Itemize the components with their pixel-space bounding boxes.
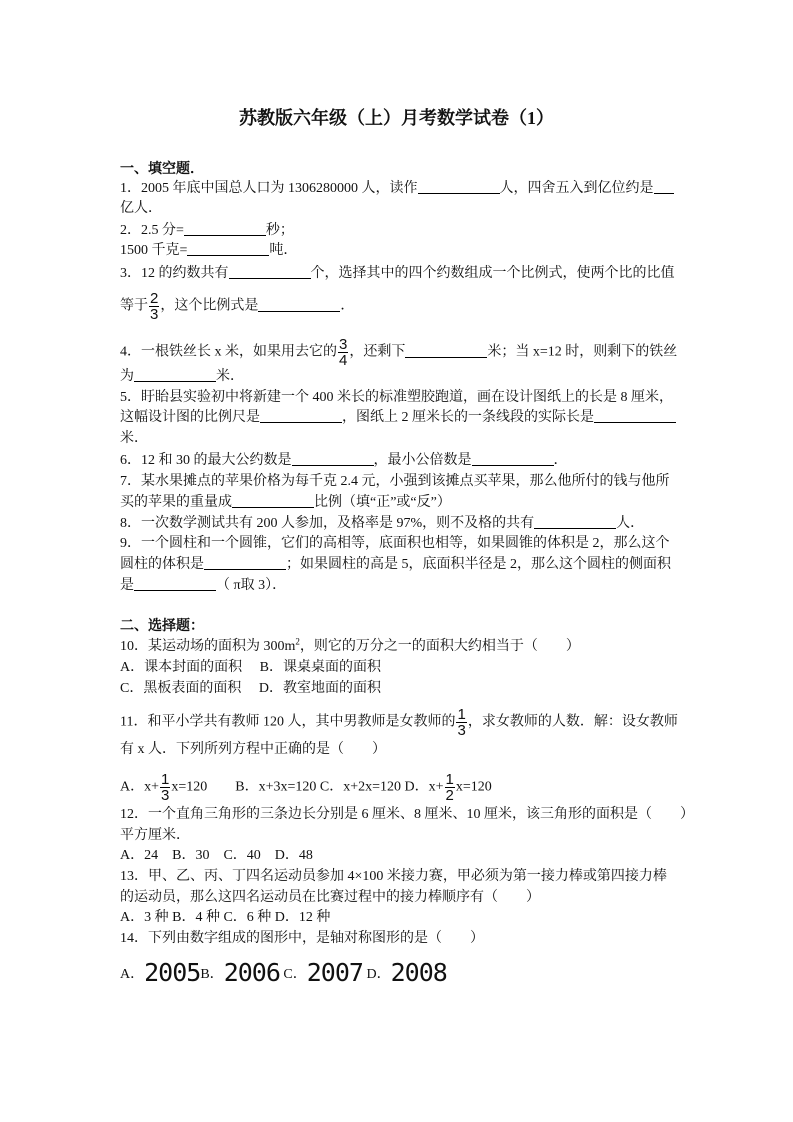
question-line — [120, 706, 678, 739]
digit-figure: 2006 — [223, 958, 280, 987]
fraction — [160, 772, 170, 803]
fraction-numerator: 1 — [161, 771, 170, 788]
question-line — [120, 679, 381, 699]
text-segment: （ π取 3）． — [216, 578, 287, 593]
fraction — [149, 291, 159, 322]
answer-blank[interactable] — [472, 451, 554, 466]
question-line — [120, 555, 671, 575]
text-segment: 14．下列由数字组成的图形中，是轴对称图形的是（ ） — [120, 931, 484, 946]
question-line — [120, 929, 484, 949]
section-heading — [120, 617, 204, 637]
text-segment: D． — [362, 967, 391, 982]
text-segment: 个，选择其中的四个约数组成一个比例式，使两个比的比值 — [310, 266, 675, 281]
question-line — [120, 846, 313, 866]
text-segment: 人，四舍五入到亿位约是 — [499, 181, 654, 196]
question-line — [120, 429, 148, 449]
question-line — [120, 514, 644, 534]
text-segment: 米． — [216, 369, 244, 384]
superscript: 2 — [295, 636, 300, 647]
text-segment: 人． — [616, 516, 645, 531]
fraction-denominator: 3 — [457, 722, 466, 739]
text-segment: 为 — [120, 369, 134, 384]
text-segment: 6．12 和 30 的最大公约数是 — [120, 453, 292, 468]
text-segment: 4．一根铁丝长 x 米，如果用去它的 — [120, 344, 337, 360]
question-line — [120, 408, 676, 428]
fraction-numerator: 1 — [445, 771, 454, 788]
text-segment: 平方厘米． — [120, 828, 190, 843]
text-segment: x=120 B．x+3x=120 C．x+2x=120 D．x+ — [171, 779, 444, 795]
text-segment: A．x+ — [120, 779, 160, 795]
question-line — [120, 221, 294, 241]
text-segment: ． — [340, 298, 355, 314]
page-title: 苏教版六年级（上）月考数学试卷（1） — [239, 108, 554, 128]
answer-blank[interactable] — [134, 367, 216, 382]
text-segment: 7．某水果摊点的苹果价格为每千克 2.4 元，小强到该摊点买苹果，那么他所付的钱与他所 — [120, 474, 670, 489]
digit-figure: 2005 — [144, 958, 201, 987]
text-segment: 吨． — [269, 243, 298, 258]
text-segment: 的运动员，那么这四名运动员在比赛过程中的接力棒顺序有（ ） — [120, 890, 540, 905]
digit-figure: 2008 — [390, 958, 447, 987]
text-segment: 2．2.5 分= — [120, 223, 184, 238]
fraction — [338, 337, 348, 368]
text-segment: 这幅设计图的比例尺是 — [120, 410, 260, 425]
text-segment: ，这个比例式是 — [160, 298, 259, 314]
answer-blank[interactable] — [418, 179, 500, 194]
digit-figure: 2007 — [306, 958, 363, 987]
fraction-numerator: 3 — [339, 336, 348, 353]
question-line — [120, 826, 190, 846]
question-line — [120, 658, 381, 678]
text-segment: ，图纸上 2 厘米长的一条线段的实际长是 — [342, 410, 594, 425]
text-segment: ，求女教师的人数．解：设女教师 — [467, 714, 678, 730]
fraction-numerator: 1 — [457, 706, 466, 723]
answer-blank[interactable] — [258, 297, 340, 312]
text-segment: ；如果圆柱的高是 5，底面积半径是 2，那么这个圆柱的侧面积 — [286, 557, 671, 572]
answer-blank[interactable] — [232, 493, 314, 508]
question-line — [120, 199, 162, 219]
text-segment: 1500 千克= — [120, 243, 188, 258]
question-line — [120, 908, 330, 928]
text-segment: 等于 — [120, 298, 148, 314]
text-segment: 11．和平小学共有教师 120 人，其中男教师是女教师的 — [120, 714, 456, 730]
question-line — [120, 493, 451, 513]
question-line — [120, 888, 540, 908]
question-line — [120, 958, 447, 987]
fraction — [456, 707, 466, 738]
section-heading — [120, 160, 204, 180]
text-segment: ，最小公倍数是 — [373, 453, 472, 468]
text-segment: C．黑板表面的面积 D．教室地面的面积 — [120, 681, 381, 696]
fraction-denominator: 2 — [445, 787, 454, 804]
question-line — [120, 805, 694, 825]
answer-blank[interactable] — [292, 451, 374, 466]
text-segment: 二、选择题： — [120, 619, 204, 634]
fraction-denominator: 3 — [161, 787, 170, 804]
question-line — [120, 576, 286, 596]
text-segment: 买的苹果的重量成 — [120, 495, 232, 510]
fraction-denominator: 3 — [150, 306, 159, 323]
question-line — [120, 472, 670, 492]
text-segment: 圆柱的体积是 — [120, 557, 204, 572]
text-segment: 12．一个直角三角形的三条边长分别是 6 厘米、8 厘米、10 厘米，该三角形的面积是（ ） — [120, 807, 694, 822]
text-segment: 米． — [120, 431, 148, 446]
question-line — [120, 264, 675, 284]
answer-blank[interactable] — [654, 179, 674, 194]
fraction — [445, 772, 455, 803]
answer-blank[interactable] — [260, 408, 342, 423]
text-segment: x=120 — [455, 779, 492, 795]
fraction-denominator: 4 — [339, 352, 348, 369]
answer-blank[interactable] — [187, 241, 269, 256]
question-line — [120, 367, 244, 387]
question-line — [120, 451, 568, 471]
text-segment: C． — [279, 967, 307, 982]
answer-blank[interactable] — [594, 408, 676, 423]
answer-blank[interactable] — [534, 514, 616, 529]
text-segment: ，则它的万分之一的面积大约相当于（ ） — [299, 639, 580, 654]
question-line — [120, 388, 673, 408]
question-line — [120, 241, 297, 261]
question-line — [120, 867, 667, 887]
question-line — [120, 771, 492, 804]
text-segment: ，还剩下 — [349, 344, 406, 360]
text-segment: 13．甲、乙、丙、丁四名运动员参加 4×100 米接力赛，甲必须为第一接力棒或第四接力棒 — [120, 869, 667, 884]
answer-blank[interactable] — [204, 555, 286, 570]
answer-blank[interactable] — [184, 221, 266, 236]
text-segment: A．24 B．30 C．40 D．48 — [120, 848, 313, 863]
question-line — [120, 534, 670, 554]
text-segment: 9．一个圆柱和一个圆锥，它们的高相等，底面积也相等，如果圆锥的体积是 2，那么这个 — [120, 536, 670, 551]
answer-blank[interactable] — [405, 343, 487, 358]
text-segment: A． — [120, 967, 145, 982]
question-line — [120, 740, 386, 760]
text-segment: 3．12 的约数共有 — [120, 266, 229, 281]
text-segment: A．3 种 B．4 种 C．6 种 D．12 种 — [120, 910, 331, 925]
question-line — [120, 336, 678, 369]
text-segment: 米；当 x=12 时，则剩下的铁丝 — [487, 344, 678, 360]
text-segment: 5．盱眙县实验初中将新建一个 400 米长的标准塑胶跑道，画在设计图纸上的长是 8 厘米， — [120, 390, 673, 405]
question-line — [120, 637, 580, 657]
text-segment: 8．一次数学测试共有 200 人参加，及格率是 97%，则不及格的共有 — [120, 516, 535, 531]
text-segment: A．课本封面的面积 B．课桌桌面的面积 — [120, 660, 381, 675]
question-line — [120, 179, 674, 199]
text-segment: 是 — [120, 578, 134, 593]
text-segment: B． — [200, 967, 224, 982]
answer-blank[interactable] — [134, 576, 216, 591]
text-segment: 有 x 人．下列所列方程中正确的是（ ） — [120, 742, 386, 757]
text-segment: 亿人． — [120, 201, 162, 216]
text-segment: 秒； — [265, 223, 294, 238]
text-segment: ． — [553, 453, 568, 468]
fraction-numerator: 2 — [150, 290, 159, 307]
question-line — [120, 290, 355, 323]
text-segment: 10．某运动场的面积为 300m — [120, 639, 296, 654]
text-segment: 1．2005 年底中国总人口为 1306280000 人，读作 — [120, 181, 418, 196]
answer-blank[interactable] — [229, 264, 311, 279]
text-segment: 一、填空题． — [120, 162, 204, 177]
text-segment: 比例（填“正”或“反”） — [314, 495, 451, 510]
